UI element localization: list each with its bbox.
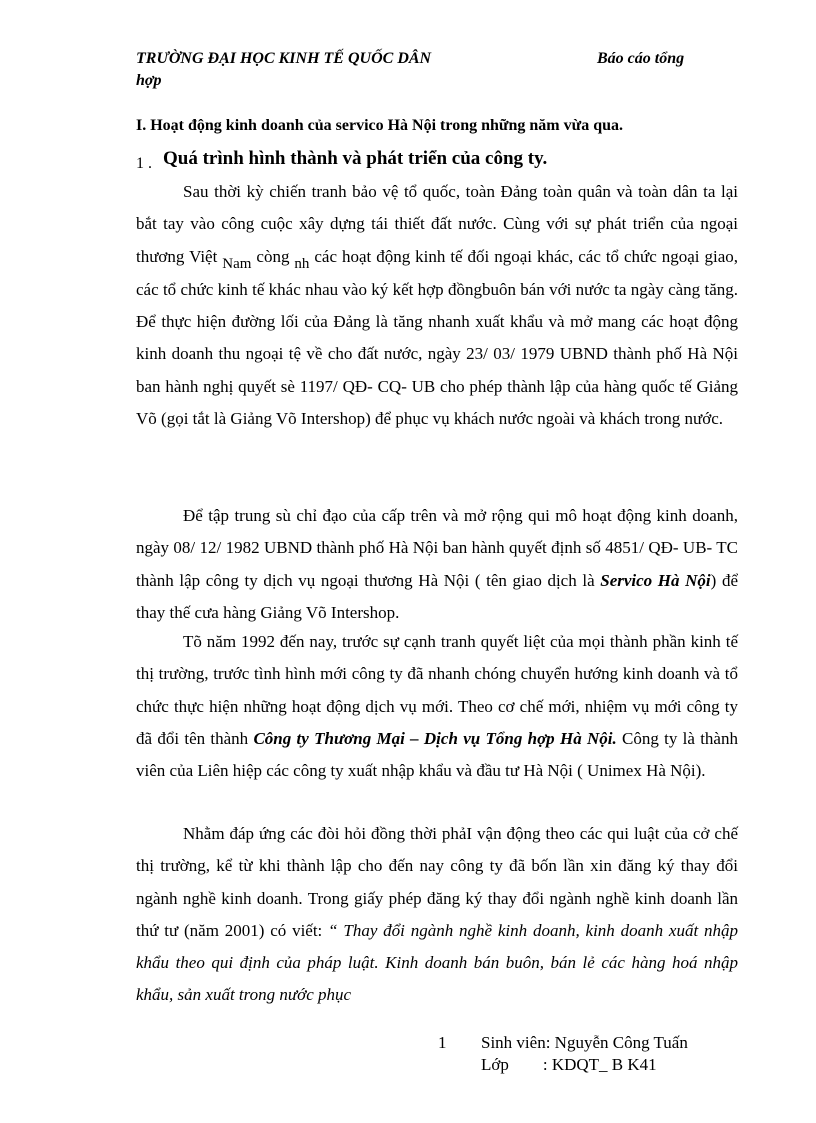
paragraph-3 bbox=[136, 626, 738, 787]
paragraph-1-sub-2: nh bbox=[294, 255, 310, 272]
paragraph-1-sub-1: Nam bbox=[222, 255, 252, 272]
header-school: TRƯỜNG ĐẠI HỌC KINH TẾ QUỐC DÂN bbox=[136, 50, 432, 67]
paragraph-3-text-c: Công ty là thành viên của Liên hiệp các công ty xuất nhập khẩu và đầu tư Hà Nội ( Unimex Hà Nội). bbox=[136, 728, 738, 781]
paragraph-2-company-name: Servico Hà Nội bbox=[600, 570, 711, 590]
paragraph-2-text-c: ) để thay thế cưa hàng Giảng Võ Intershop. bbox=[136, 570, 739, 622]
header-report-title: Báo cáo tổng bbox=[597, 50, 685, 67]
header-report-title-wrap: hợp bbox=[136, 72, 162, 89]
paragraph-2 bbox=[136, 500, 738, 629]
paragraph-1-text-b: còng bbox=[251, 246, 295, 266]
paragraph-1-text-a: Sau thời kỳ chiến tranh bảo vệ tổ quốc, toàn Đảng toàn quân và toàn dân ta lại bắt tay vào công cuộc xây dựng tái thiết đất nước. Cùng với sự phát triển của ngoại thương Việt bbox=[136, 182, 738, 266]
footer-student: Sinh viên: Nguyễn Công Tuấn bbox=[481, 1033, 688, 1052]
page-number: 1 bbox=[438, 1033, 447, 1052]
paragraph-2-text-a: Để tập trung sù chỉ đạo của cấp trên và mở rộng qui mô hoạt động kinh doanh, ngày 08/ 12/ 1982 UBND thành phố Hà Nội ban hành quyết định số 4851/ QĐ- UB- TC thành lập công ty dịch vụ ngoại thương Hà Nội ( tên giao dịch là bbox=[136, 506, 738, 590]
footer-class: Lớp : KDQT_ B K41 bbox=[481, 1055, 657, 1074]
paragraph-3-text-a: Tõ năm 1992 đến nay, trước sự cạnh tranh quyết liệt của mọi thành phần kinh tế thị trường, trước tình hình mới công ty đã nhanh chóng chuyển hướng kinh doanh và tổ chức thực hiện những hoạt động dịch vụ mới. Theo cơ chế mới, nhiệm vụ mới công ty đã đổi tên thành bbox=[136, 632, 738, 748]
paragraph-4-text-a: Nhằm đáp ứng các đòi hỏi đồng thời phảI vận động theo các qui luật của cở chế thị trường, kể từ khi thành lập cho đến nay công ty đã bốn lần xin đăng ký thay đổi ngành nghề kinh doanh. Trong giấy phép đăng ký thay đổi ngành nghề kinh doanh lần thứ tư (năm 2001) có viết: bbox=[136, 824, 738, 940]
paragraph-1-text-c: các hoạt động kinh tế đối ngoại khác, các tổ chức ngoại giao, các tổ chức kinh tế khác nhau vào ký kết hợp đồngbuôn bán với nước ta ngày càng tăng. Để thực hiện đường lối của Đảng là tăng nhanh xuất khẩu và mở mang các hoạt động kinh doanh thu ngoại tệ về cho đất nước, ngày 23/ 03/ 1979 UBND thành phố Hà Nội ban hành nghị quyết sè 1197/ QĐ- CQ- UB cho phép thành lập của hàng quốc tế Giảng Võ (gọi tắt là Giảng Võ Intershop) để phục vụ khách nước ngoài và khách trong nước. bbox=[136, 246, 739, 429]
paragraph-4-quote: “ Thay đổi ngành nghề kinh doanh, kinh doanh xuất nhập khẩu theo qui định của pháp luật. Kinh doanh bán buôn, bán lẻ các hàng hoá nhập khẩu, sản xuất trong nước phục bbox=[136, 920, 739, 1005]
section-title: I. Hoạt động kinh doanh của servico Hà Nội trong những năm vừa qua. bbox=[136, 117, 624, 134]
paragraph-3-company-name: Công ty Thương Mại – Dịch vụ Tổng hợp Hà Nội. bbox=[253, 728, 617, 748]
subsection-title: Quá trình hình thành và phát triển của công ty. bbox=[163, 148, 548, 169]
paragraph-4 bbox=[136, 818, 738, 1012]
subsection-number: 1 . bbox=[136, 155, 152, 172]
paragraph-1 bbox=[136, 176, 738, 435]
